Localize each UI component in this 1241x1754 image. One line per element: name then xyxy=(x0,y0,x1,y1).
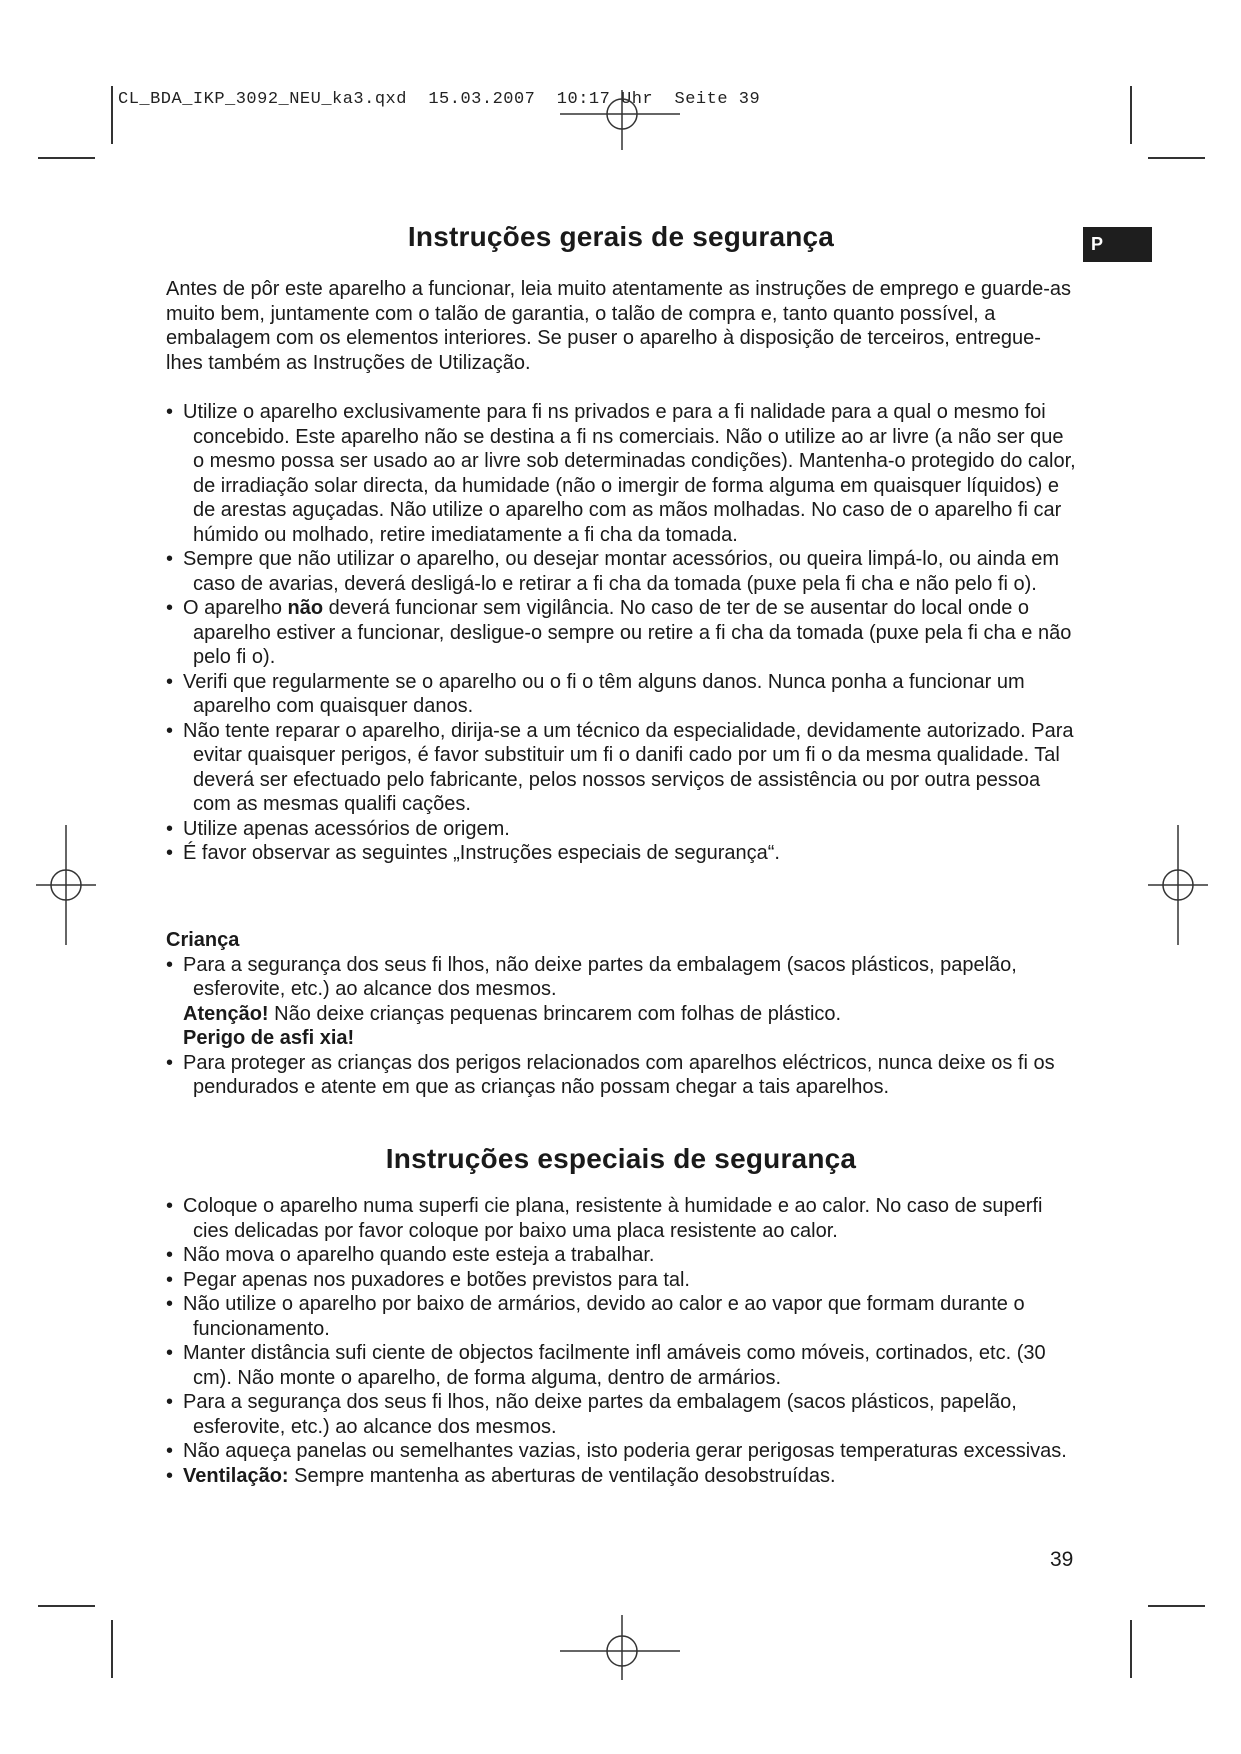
crop-mark-bl-h xyxy=(38,1605,95,1607)
supervision-pre: O aparelho xyxy=(183,597,288,619)
general-bullets xyxy=(166,400,1076,866)
registration-mark-top xyxy=(560,90,680,160)
slug-file: CL_BDA_IKP_3092_NEU_ka3.qxd xyxy=(118,90,407,109)
special-bullet-list xyxy=(166,1194,1076,1488)
list-item xyxy=(166,953,1076,1051)
list-item-ventilation xyxy=(166,1464,1076,1489)
list-item: • Manter distância sufi ciente de objectos facilmente infl amáveis como móveis, cortinados, etc. (30 cm). Não monte o aparelho, de forma alguma, dentro de armários. xyxy=(166,1341,1076,1390)
supervision-post: deverá funcionar sem vigilância. No caso de ter de se ausentar do local onde o aparelho estiver a funcionar, desligue-o sempre ou retire a fi cha da tomada (puxe pela fi cha e não pelo fi o). xyxy=(193,597,1072,668)
registration-mark-bottom xyxy=(560,1615,680,1685)
crop-mark-tr-h xyxy=(1148,157,1205,159)
crop-mark-br-v xyxy=(1130,1620,1132,1678)
list-item: • Sempre que não utilizar o aparelho, ou desejar montar acessórios, ou queira limpá-lo, ou ainda em caso de avarias, deverá desligá-lo e retirar a fi cha da tomada (puxe pela fi cha e não pelo fi o). xyxy=(166,547,1076,596)
language-tab: P xyxy=(1083,227,1152,262)
crop-mark-bl-v xyxy=(111,1620,113,1678)
list-item: • Coloque o aparelho numa superfi cie plana, resistente à humidade e ao calor. No caso de superfi cies delicadas por favor coloque por baixo uma placa resistente ao calor. xyxy=(166,1194,1076,1243)
suffocation-warning: Perigo de asfi xia! xyxy=(183,1027,355,1049)
ventilation-text: Sempre mantenha as aberturas de ventilação desobstruídas. xyxy=(288,1464,836,1487)
attention-line xyxy=(183,1002,1076,1027)
crop-mark-tr-v xyxy=(1130,86,1132,144)
attention-text: Não deixe crianças pequenas brincarem com folhas de plástico. xyxy=(268,1002,842,1025)
child-heading: Criança xyxy=(166,929,240,951)
child-bullet-list xyxy=(166,953,1076,1100)
slug-page: Seite 39 xyxy=(674,90,761,109)
ventilation-label: Ventilação: xyxy=(183,1464,289,1487)
section-title-special: Instruções especiais de segurança xyxy=(385,1143,857,1174)
registration-mark-left xyxy=(36,825,96,945)
list-item: • Verifi que regularmente se o aparelho ou o fi o têm alguns danos. Nunca ponha a funcionar um aparelho com quaisquer danos. xyxy=(166,670,1076,719)
intro-block xyxy=(166,277,1076,375)
list-item: • Para a segurança dos seus fi lhos, não deixe partes da embalagem (sacos plásticos, papelão, esferovite, etc.) ao alcance dos mesmos. xyxy=(166,1390,1076,1439)
child-safety-block xyxy=(166,928,1076,1100)
intro-paragraph: Antes de pôr este aparelho a funcionar, leia muito atentamente as instruções de emprego e guarde-as muito bem, juntamente com o talão de garantia, o talão de compra e, tanto quanto possível, a embalagem com os elementos interiores. Se puser o aparelho à disposição de terceiros, entregue-lhes também as Instruções de Utilização. xyxy=(166,278,1072,374)
attention-label: Atenção! xyxy=(183,1002,269,1025)
list-item: • Não utilize o aparelho por baixo de armários, devido ao calor e ao vapor que formam durante o funcionamento. xyxy=(166,1292,1076,1341)
slug-time: 10:17 Uhr xyxy=(556,90,654,109)
list-item: • Não aqueça panelas ou semelhantes vazias, isto poderia gerar perigosas temperaturas excessivas. xyxy=(166,1439,1076,1464)
crop-mark-br-h xyxy=(1148,1605,1205,1607)
child-bullet-1: Para a segurança dos seus fi lhos, não deixe partes da embalagem (sacos plásticos, papelão, esferovite, etc.) ao alcance dos mesmos. xyxy=(183,953,1017,1000)
registration-mark-right xyxy=(1148,825,1208,945)
list-item: • Não mova o aparelho quando este esteja a trabalhar. xyxy=(166,1243,1076,1268)
list-item: • Não tente reparar o aparelho, dirija-se a um técnico da especialidade, devidamente autorizado. Para evitar quaisquer perigos, é favor substituir um fi o danifi cado por um fi o da mesma qualidade. Tal deverá ser efectuado pelo fabricante, pelos nossos serviços de assistência ou por outra pessoa com as mesmas qualifi cações. xyxy=(166,719,1076,817)
list-item: • É favor observar as seguintes „Instruções especiais de segurança“. xyxy=(166,841,1076,866)
general-bullet-list xyxy=(166,400,1076,866)
list-item: • Utilize apenas acessórios de origem. xyxy=(166,817,1076,842)
section-title-general: Instruções gerais de segurança xyxy=(407,221,835,252)
slug-date: 15.03.2007 xyxy=(428,90,536,109)
supervision-bold: não xyxy=(287,597,324,619)
page-number: 39 xyxy=(1050,1548,1074,1571)
section-special-safety xyxy=(166,1143,1076,1175)
special-bullets xyxy=(166,1194,1076,1488)
list-item: • Pegar apenas nos puxadores e botões previstos para tal. xyxy=(166,1268,1076,1293)
crop-mark-tl-v xyxy=(111,86,113,144)
list-item: • Utilize o aparelho exclusivamente para fi ns privados e para a fi nalidade para a qual o mesmo foi concebido. Este aparelho não se destina a fi ns comerciais. Não o utilize ao ar livre (a não ser que o mesmo possa ser usado ao ar livre sob determinadas condições). Mantenha-o protegido do calor, de irradiação solar directa, da humidade (não o imergir de forma alguma em quaisquer líquidos) e de arestas aguçadas. Não utilize o aparelho com as mãos molhadas. No caso de o aparelho fi car húmido ou molhado, retire imediatamente a fi cha da tomada. xyxy=(166,400,1076,547)
list-item-supervision xyxy=(166,596,1076,670)
crop-mark-tl-h xyxy=(38,157,95,159)
list-item: • Para proteger as crianças dos perigos relacionados com aparelhos eléctricos, nunca deixe os fi os pendurados e atente em que as crianças não possam chegar a tais aparelhos. xyxy=(166,1051,1076,1100)
section-general-safety xyxy=(166,221,1076,253)
